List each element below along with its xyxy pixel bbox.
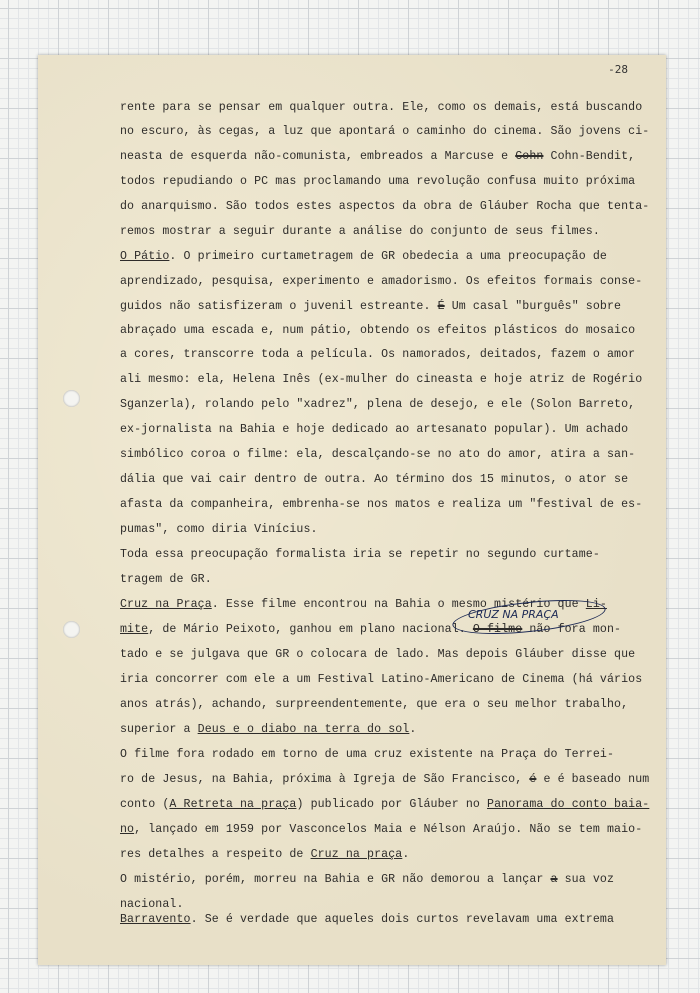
text-segment: Sganzerla), rolando pelo "xadrez", plena de desejo, e ele (Solon Barreto, [120, 398, 636, 411]
text-line [120, 798, 649, 812]
text-line [120, 125, 649, 139]
text-line [120, 773, 649, 787]
struck-text: O filme [472, 623, 523, 636]
underlined-title: no [120, 823, 135, 836]
text-segment: afasta da companheira, embrenha-se nos matos e realiza um "festival de es- [120, 498, 643, 511]
text-line [120, 548, 600, 562]
text-line [120, 175, 635, 189]
underlined-title: Deus e o diabo na terra do sol [197, 723, 410, 736]
text-segment: não fora mon- [522, 623, 622, 636]
text-segment: guidos não satisfizeram o juvenil estreante. [120, 300, 438, 313]
text-line [120, 848, 409, 862]
text-line [120, 913, 614, 927]
underlined-title: mite [120, 623, 149, 636]
text-segment: anos atrás), achando, surpreendentemente, que era o seu melhor trabalho, [120, 698, 629, 711]
text-segment: , lançado em 1959 por Vasconcelos Maia e Nélson Araújo. Não se tem maio- [134, 823, 643, 836]
text-segment: ro de Jesus, na Bahia, próxima à Igreja de São Francisco, [120, 773, 530, 786]
text-line [120, 250, 607, 264]
struck-text: a [550, 873, 558, 886]
text-line [120, 473, 628, 487]
text-segment: sua voz [557, 873, 615, 886]
underlined-title: Barravento [120, 913, 191, 926]
text-line [120, 898, 184, 912]
text-segment: tado e se julgava que GR o colocara de lado. Mas depois Gláuber disse que [120, 648, 636, 661]
text-segment: dália que vai cair dentro de outra. Ao término dos 15 minutos, o ator se [120, 473, 629, 486]
text-segment: O filme fora rodado em torno de uma cruz existente na Praça do Terrei- [120, 748, 615, 761]
text-line [120, 373, 642, 387]
text-segment: tragem de GR. [120, 573, 212, 586]
text-segment: ex-jornalista na Bahia e hoje dedicado ao artesanato popular). Um achado [120, 423, 629, 436]
text-segment: conto ( [120, 798, 170, 811]
text-segment: ali mesmo: ela, Helena Inês (ex-mulher do cineasta e hoje atriz de Rogério [120, 373, 643, 386]
underlined-title: O Pátio [120, 250, 170, 263]
text-segment: e é baseado num [536, 773, 650, 786]
text-line [120, 698, 628, 712]
underlined-title: Cruz na praça [310, 848, 403, 861]
text-segment: todos repudiando o PC mas proclamando uma revolução confusa muito próxima [120, 175, 636, 188]
text-line [120, 748, 614, 762]
text-segment: iria concorrer com ele a um Festival Latino-Americano de Cinema (há vários [120, 673, 643, 686]
text-segment: Um casal "burguês" sobre [444, 300, 622, 313]
text-segment: Cohn-Bendit, [543, 150, 636, 163]
underlined-title: Panorama do conto baia- [487, 798, 650, 811]
text-line [120, 200, 649, 214]
underlined-title: Li- [585, 598, 607, 611]
text-segment: remos mostrar a seguir durante a análise do conjunto de seus filmes. [120, 225, 600, 238]
text-segment: do anarquismo. São todos estes aspectos da obra de Gláuber Rocha que tenta- [120, 200, 650, 213]
text-line [120, 498, 642, 512]
text-line [120, 673, 642, 687]
text-line [120, 523, 318, 537]
text-line [120, 398, 635, 412]
text-line [120, 225, 600, 239]
punch-hole [63, 621, 80, 638]
text-line [120, 324, 635, 338]
text-segment: pumas", como diria Vinícius. [120, 523, 318, 536]
underlined-title: Cruz na Praça [120, 598, 212, 611]
struck-text: É [437, 300, 445, 313]
text-segment: , de Mário Peixoto, ganhou em plano nacional. [148, 623, 473, 636]
handwritten-annotation: CRUZ NA PRAÇA [468, 608, 559, 621]
text-segment: . [409, 723, 417, 736]
text-segment: . Se é verdade que aqueles dois curtos revelavam uma extrema [190, 913, 615, 926]
text-segment: no escuro, às cegas, a luz que apontará o caminho do cinema. São jovens ci- [120, 125, 650, 138]
text-line [120, 723, 416, 737]
text-segment: superior a [120, 723, 198, 736]
struck-text: é [529, 773, 537, 786]
text-line [120, 573, 212, 587]
underlined-title: A Retreta na praça [169, 798, 297, 811]
text-line [120, 823, 642, 837]
text-segment: a cores, transcorre toda a película. Os namorados, deitados, fazem o amor [120, 348, 636, 361]
text-segment: Toda essa preocupação formalista iria se repetir no segundo curtame- [120, 548, 600, 561]
text-segment: abraçado uma escada e, num pátio, obtendo os efeitos plásticos do mosaico [120, 324, 636, 337]
text-line [120, 448, 635, 462]
text-segment: ) publicado por Gláuber no [296, 798, 488, 811]
text-line [120, 101, 642, 115]
text-segment: nacional. [120, 898, 184, 911]
punch-hole [63, 390, 80, 407]
text-segment: neasta de esquerda não-comunista, embreados a Marcuse e [120, 150, 516, 163]
text-segment: O mistério, porém, morreu na Bahia e GR não demorou a lançar [120, 873, 551, 886]
text-line [120, 300, 621, 314]
text-segment: . Esse filme encontrou na Bahia o mesmo mistério que [211, 598, 586, 611]
text-line [120, 873, 614, 887]
struck-text: Cohn [515, 150, 544, 163]
text-segment: simbólico coroa o filme: ela, descalçando-se no ato do amor, atira a san- [120, 448, 636, 461]
page-number: -28 [608, 63, 628, 76]
text-line [120, 275, 642, 289]
text-line [120, 423, 628, 437]
text-segment: . O primeiro curtametragem de GR obedecia a uma preocupação de [169, 250, 607, 263]
text-segment: res detalhes a respeito de [120, 848, 311, 861]
text-segment: . [402, 848, 410, 861]
text-line [120, 648, 635, 662]
text-segment: aprendizado, pesquisa, experimento e amadorismo. Os efeitos formais conse- [120, 275, 643, 288]
text-segment: rente para se pensar em qualquer outra. Ele, como os demais, está buscando [120, 101, 643, 114]
text-line [120, 150, 635, 164]
text-line [120, 348, 635, 362]
